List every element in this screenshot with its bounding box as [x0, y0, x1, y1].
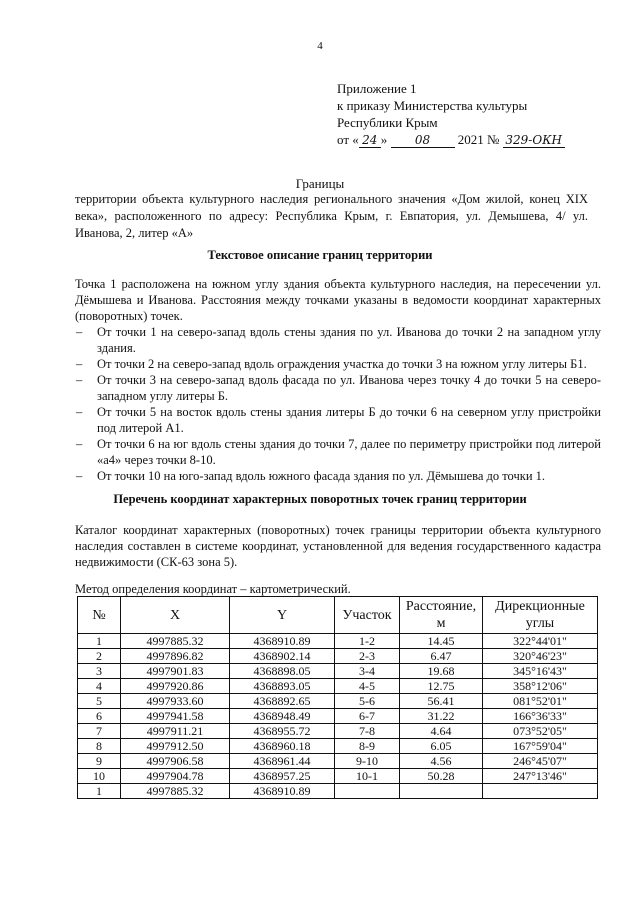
- cell-distance: 12.75: [400, 679, 483, 694]
- catalog-paragraph: Каталог координат характерных (поворотных) точек границы территории объекта культурного наследия составлен в системе координат, установленной для ведения государственного кадастра недвижимости (СК-63 зона 5).: [75, 523, 601, 569]
- table-row: [78, 634, 598, 649]
- header-angles: Дирекционные углы: [483, 597, 598, 634]
- table-header-row: [78, 597, 598, 634]
- cell-number: 10: [78, 769, 121, 784]
- document-title: Границы: [295, 176, 345, 191]
- cell-x: 4997885.32: [121, 634, 230, 649]
- table-row: [78, 664, 598, 679]
- cell-y: 4368960.18: [230, 739, 335, 754]
- list-item: – От точки 3 на северо-запад вдоль фасада по ул. Иванова через точку 4 до точки 5 на северо-западном углу литеры Б.: [75, 372, 601, 404]
- table-row: [78, 724, 598, 739]
- cell-angle: 345°16'43": [483, 664, 598, 679]
- header-segment: Участок: [335, 597, 400, 634]
- coordinates-table: [77, 596, 598, 799]
- section-heading-coordinates: Перечень координат характерных поворотных точек границ территории: [113, 492, 527, 506]
- cell-distance: 4.64: [400, 724, 483, 739]
- cell-x: 4997896.82: [121, 649, 230, 664]
- cell-x: 4997885.32: [121, 784, 230, 799]
- cell-y: 4368910.89: [230, 634, 335, 649]
- cell-y: 4368948.49: [230, 709, 335, 724]
- table-row: [78, 694, 598, 709]
- list-item: – От точки 1 на северо-запад вдоль стены здания по ул. Иванова до точки 2 на западном углу здания.: [75, 324, 601, 356]
- cell-segment: 8-9: [335, 739, 400, 754]
- cell-y: 4368957.25: [230, 769, 335, 784]
- list-item: – От точки 2 на северо-запад вдоль ограждения участка до точки 3 на южном углу литеры Б1.: [75, 356, 601, 372]
- cell-number: 4: [78, 679, 121, 694]
- cell-number: 9: [78, 754, 121, 769]
- table-row: [78, 769, 598, 784]
- appendix-block: [337, 80, 565, 148]
- cell-distance: 6.47: [400, 649, 483, 664]
- header-number: №: [78, 597, 121, 634]
- date-mid: »: [380, 132, 388, 147]
- list-item: – От точки 5 на восток вдоль стены здания литеры Б до точки 6 на северном углу пристройки под литерой А1.: [75, 404, 601, 436]
- cell-angle: 073°52'05": [483, 724, 598, 739]
- date-year: 2021 №: [457, 132, 500, 147]
- cell-y: 4368902.14: [230, 649, 335, 664]
- description-intro: Точка 1 расположена на южном углу здания объекта культурного наследия, на пересечении ул. Дёмышева и Иванова. Расстояния между точками указаны в ведомости координат характерных (поворотных) точек.: [75, 277, 601, 323]
- cell-x: 4997901.83: [121, 664, 230, 679]
- cell-segment: 10-1: [335, 769, 400, 784]
- cell-x: 4997933.60: [121, 694, 230, 709]
- cell-y: 4368893.05: [230, 679, 335, 694]
- appendix-line-2: к приказу Министерства культуры: [337, 98, 528, 113]
- cell-angle: 081°52'01": [483, 694, 598, 709]
- cell-distance: [400, 784, 483, 799]
- cell-angle: 167°59'04": [483, 739, 598, 754]
- cell-distance: 6.05: [400, 739, 483, 754]
- cell-y: 4368910.89: [230, 784, 335, 799]
- cell-angle: 247°13'46": [483, 769, 598, 784]
- table-row: [78, 754, 598, 769]
- method-line: Метод определения координат – картометрический.: [75, 582, 351, 596]
- cell-number: 1: [78, 634, 121, 649]
- cell-angle: 322°44'01": [483, 634, 598, 649]
- cell-number: 7: [78, 724, 121, 739]
- cell-segment: 3-4: [335, 664, 400, 679]
- cell-angle: 166°36'33": [483, 709, 598, 724]
- table-body: [78, 634, 598, 799]
- table-row: [78, 784, 598, 799]
- cell-segment: [335, 784, 400, 799]
- table-row: [78, 679, 598, 694]
- cell-number: 2: [78, 649, 121, 664]
- appendix-line-1: Приложение 1: [337, 81, 417, 96]
- cell-x: 4997906.58: [121, 754, 230, 769]
- list-item: – От точки 6 на юг вдоль стены здания до точки 7, далее по периметру пристройки под литерой «а4» через точки 8-10.: [75, 436, 601, 468]
- cell-distance: 14.45: [400, 634, 483, 649]
- document-subtitle: территории объекта культурного наследия регионального значения «Дом жилой, конец XIX века», расположенного по адресу: Республика Крым, г. Евпатория, ул. Демышева, 4/ ул. Иванова, 2, литер «А»: [75, 192, 588, 240]
- cell-x: 4997912.50: [121, 739, 230, 754]
- cell-distance: 56.41: [400, 694, 483, 709]
- date-month: 08: [391, 133, 455, 148]
- cell-number: 6: [78, 709, 121, 724]
- header-x: X: [121, 597, 230, 634]
- cell-y: 4368892.65: [230, 694, 335, 709]
- cell-x: 4997904.78: [121, 769, 230, 784]
- cell-number: 3: [78, 664, 121, 679]
- cell-distance: 31.22: [400, 709, 483, 724]
- cell-angle: 358°12'06": [483, 679, 598, 694]
- cell-angle: 320°46'23": [483, 649, 598, 664]
- boundary-description: [75, 276, 601, 484]
- cell-x: 4997920.86: [121, 679, 230, 694]
- section-heading-text-description: Текстовое описание границ территории: [207, 248, 433, 262]
- cell-y: 4368961.44: [230, 754, 335, 769]
- table-row: [78, 709, 598, 724]
- cell-segment: 5-6: [335, 694, 400, 709]
- cell-segment: 2-3: [335, 649, 400, 664]
- cell-segment: 1-2: [335, 634, 400, 649]
- appendix-line-3: Республики Крым: [337, 115, 438, 130]
- cell-segment: 4-5: [335, 679, 400, 694]
- cell-angle: [483, 784, 598, 799]
- cell-x: 4997911.21: [121, 724, 230, 739]
- cell-distance: 19.68: [400, 664, 483, 679]
- cell-number: 8: [78, 739, 121, 754]
- cell-x: 4997941.58: [121, 709, 230, 724]
- cell-segment: 9-10: [335, 754, 400, 769]
- boundary-steps-list: [75, 324, 601, 484]
- cell-number: 5: [78, 694, 121, 709]
- cell-distance: 4.56: [400, 754, 483, 769]
- list-item: – От точки 10 на юго-запад вдоль южного фасада здания по ул. Дёмышева до точки 1.: [75, 468, 601, 484]
- header-distance: Расстояние, м: [400, 597, 483, 634]
- cell-segment: 7-8: [335, 724, 400, 739]
- table-row: [78, 649, 598, 664]
- cell-y: 4368955.72: [230, 724, 335, 739]
- cell-number: 1: [78, 784, 121, 799]
- order-number: 329-ОКН: [503, 133, 565, 148]
- header-y: Y: [230, 597, 335, 634]
- date-prefix: от «: [337, 132, 359, 147]
- cell-distance: 50.28: [400, 769, 483, 784]
- cell-angle: 246°45'07": [483, 754, 598, 769]
- appendix-date-line: [337, 131, 565, 148]
- cell-segment: 6-7: [335, 709, 400, 724]
- table-row: [78, 739, 598, 754]
- cell-y: 4368898.05: [230, 664, 335, 679]
- date-day: 24: [359, 133, 381, 148]
- page-number: 4: [317, 40, 323, 52]
